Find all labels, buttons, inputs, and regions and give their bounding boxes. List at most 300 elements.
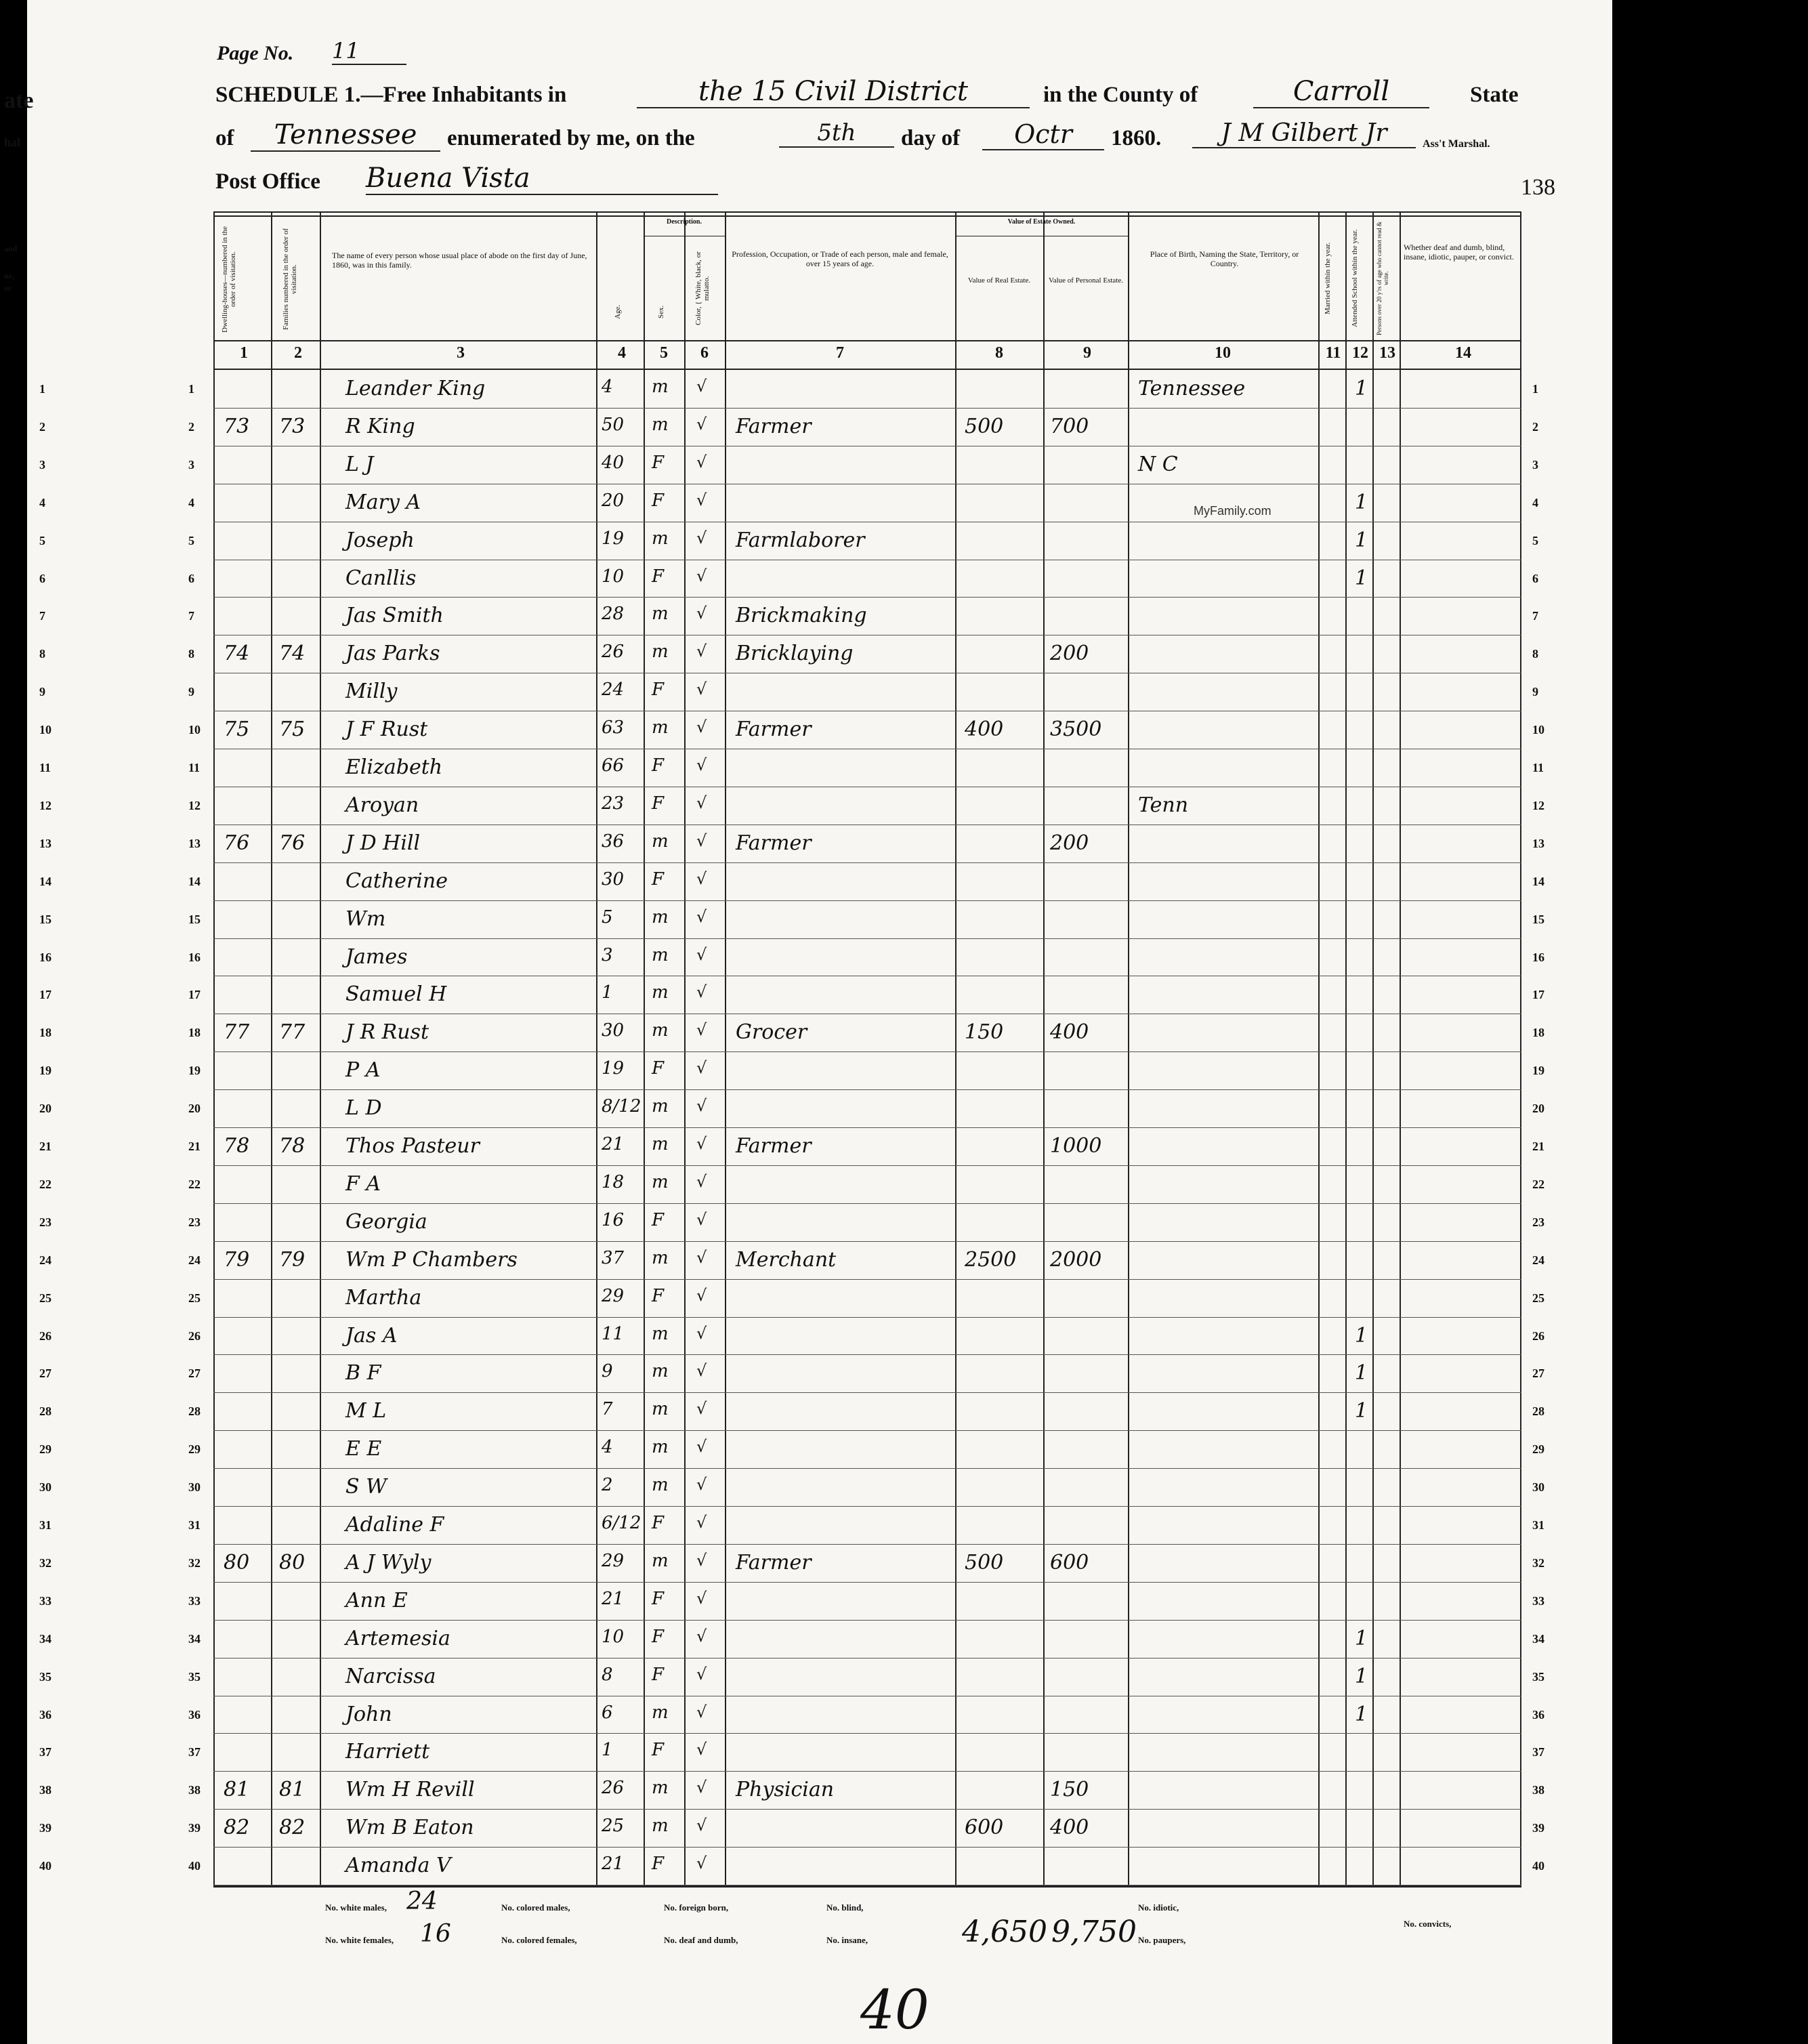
person-name: James [345, 945, 408, 969]
person-name: Wm P Chambers [345, 1248, 518, 1272]
color-check-mark: √ [696, 717, 707, 736]
person-name: Canllis [345, 566, 417, 590]
col-divider [684, 211, 686, 1885]
person-age: 40 [602, 453, 625, 473]
person-name: Ann E [345, 1589, 408, 1612]
header-dwelling: Dwelling-houses—numbered in the order of visitation. [221, 226, 238, 333]
row-number-inner: 36 [188, 1708, 201, 1722]
row-number-right: 38 [1532, 1783, 1544, 1797]
color-check-mark: √ [696, 831, 707, 850]
row-rule [213, 1127, 1521, 1128]
schedule-title: SCHEDULE 1.—Free Inhabitants in [215, 83, 567, 107]
footer-white-males-label: No. white males, [325, 1902, 387, 1913]
corner-number: 138 [1521, 175, 1555, 200]
color-check-mark: √ [696, 1778, 707, 1797]
row-number-inner: 23 [188, 1215, 201, 1229]
row-number-right: 16 [1532, 951, 1544, 964]
person-name: Joseph [345, 528, 415, 552]
color-check-mark: √ [696, 1740, 707, 1759]
color-check-mark: √ [696, 907, 707, 926]
color-check-mark: √ [696, 415, 707, 434]
row-number-right: 30 [1532, 1480, 1544, 1494]
dwelling-number: 78 [224, 1134, 250, 1158]
family-number: 75 [279, 717, 306, 741]
row-number-inner: 6 [188, 572, 194, 585]
row-number-right: 10 [1532, 723, 1544, 736]
personal-estate-value: 2000 [1050, 1248, 1102, 1272]
family-number: 78 [279, 1134, 306, 1158]
row-number-inner: 32 [188, 1556, 201, 1570]
row-number-right: 26 [1532, 1329, 1544, 1343]
row-number-inner: 33 [188, 1594, 201, 1608]
footer-insane: No. insane, [826, 1935, 868, 1945]
row-number-right: 36 [1532, 1708, 1544, 1722]
person-name: Adaline F [345, 1513, 444, 1537]
person-age: 50 [602, 415, 625, 435]
row-number-left: 8 [39, 647, 45, 661]
attended-school: 1 [1355, 1627, 1368, 1650]
row-number-inner: 31 [188, 1518, 201, 1532]
row-number-right: 1 [1532, 382, 1538, 396]
color-check-mark: √ [696, 528, 707, 547]
row-number-left: 36 [39, 1708, 51, 1722]
row-rule [213, 938, 1521, 939]
col-number: 2 [294, 344, 302, 362]
person-age: 18 [602, 1172, 625, 1192]
color-check-mark: √ [696, 1210, 707, 1229]
person-sex: F [652, 1740, 665, 1760]
col-divider [725, 211, 726, 1885]
footer-white-females-label: No. white females, [325, 1935, 394, 1945]
family-number: 79 [279, 1248, 306, 1272]
row-rule [213, 1620, 1521, 1621]
row-number-left: 24 [39, 1253, 51, 1267]
header-cannot-read: Persons over 20 y'rs of age who cannot read & write. [1376, 222, 1389, 335]
row-number-inner: 4 [188, 496, 194, 509]
bottom-page-number: 40 [860, 1978, 929, 2041]
row-number-left: 38 [39, 1783, 51, 1797]
row-rule [213, 1582, 1521, 1583]
row-number-inner: 39 [188, 1821, 201, 1835]
attended-school: 1 [1355, 377, 1368, 400]
person-name: Artemesia [345, 1627, 450, 1650]
footer-white-females-value: 16 [420, 1920, 451, 1948]
color-check-mark: √ [696, 604, 707, 623]
census-page [4, 0, 1612, 2044]
footer-colored-females: No. colored females, [501, 1935, 577, 1945]
row-rule [213, 1203, 1521, 1204]
person-age: 63 [602, 717, 625, 738]
row-number-inner: 13 [188, 837, 201, 850]
col-divider [1345, 211, 1347, 1885]
person-sex: m [652, 1172, 669, 1192]
watermark: MyFamily.com [1194, 504, 1271, 518]
family-number: 81 [279, 1778, 306, 1801]
post-office-value: Buena Vista [366, 163, 718, 195]
person-sex: m [652, 1475, 669, 1495]
person-name: Elizabeth [345, 755, 443, 779]
col-number: 5 [660, 344, 668, 362]
attended-school: 1 [1355, 528, 1368, 552]
row-number-inner: 19 [188, 1064, 201, 1077]
row-number-right: 3 [1532, 458, 1538, 472]
row-number-right: 27 [1532, 1367, 1544, 1380]
person-age: 7 [602, 1399, 613, 1419]
col-number: 11 [1325, 344, 1341, 362]
row-rule [213, 1771, 1521, 1772]
person-age: 4 [602, 1437, 613, 1457]
person-age: 26 [602, 1778, 625, 1798]
person-name: F A [345, 1172, 381, 1196]
row-number-left: 10 [39, 723, 51, 736]
year-label: 1860. [1111, 126, 1162, 150]
row-number-left: 30 [39, 1480, 51, 1494]
person-sex: F [652, 1210, 665, 1230]
row-number-left: 13 [39, 837, 51, 850]
person-sex: F [652, 755, 665, 776]
row-number-left: 3 [39, 458, 45, 472]
row-rule [213, 408, 1521, 409]
row-number-left: 16 [39, 951, 51, 964]
color-check-mark: √ [696, 869, 707, 888]
person-name: J F Rust [345, 717, 428, 741]
dwelling-number: 76 [224, 831, 250, 855]
color-check-mark: √ [696, 1020, 707, 1039]
row-number-inner: 1 [188, 382, 194, 396]
person-age: 11 [602, 1324, 625, 1344]
color-check-mark: √ [696, 1172, 707, 1191]
personal-estate-value: 200 [1050, 831, 1089, 855]
header-family: Families numbered in the order of visitation. [282, 228, 299, 330]
row-number-left: 17 [39, 988, 51, 1001]
person-sex: m [652, 1437, 669, 1457]
row-number-right: 15 [1532, 913, 1544, 926]
row-number-left: 29 [39, 1442, 51, 1456]
person-age: 2 [602, 1475, 613, 1495]
footer-idiotic: No. idiotic, [1138, 1902, 1179, 1913]
header-deaf-blind: Whether deaf and dumb, blind, insane, idiotic, pauper, or convict. [1404, 243, 1514, 262]
person-sex: F [652, 1058, 665, 1079]
row-number-right: 35 [1532, 1670, 1544, 1684]
row-number-inner: 18 [188, 1026, 201, 1039]
family-number: 73 [279, 415, 306, 438]
row-rule [213, 597, 1521, 598]
dwelling-number: 77 [224, 1020, 250, 1044]
person-sex: F [652, 680, 665, 700]
row-number-right: 34 [1532, 1632, 1544, 1646]
color-check-mark: √ [696, 377, 707, 396]
header-name: The name of every person whose usual place of abode on the first day of June, 1860, was in this family. [332, 251, 587, 270]
person-age: 21 [602, 1134, 625, 1154]
person-name: Wm [345, 907, 386, 931]
header-color: Color, { White, black, or mulatto. [694, 251, 711, 326]
page-no-value: 11 [332, 38, 406, 65]
family-number: 82 [279, 1816, 306, 1839]
row-number-right: 39 [1532, 1821, 1544, 1835]
birthplace: N C [1138, 453, 1178, 476]
person-age: 8/12 [602, 1096, 642, 1117]
footer-personal-total: 9,750 [1051, 1915, 1137, 1949]
person-occupation: Merchant [736, 1248, 837, 1272]
row-number-left: 6 [39, 572, 45, 585]
row-rule [213, 1051, 1521, 1052]
color-check-mark: √ [696, 1058, 707, 1077]
color-check-mark: √ [696, 1286, 707, 1305]
color-check-mark: √ [696, 1589, 707, 1608]
person-age: 30 [602, 869, 625, 890]
row-rule [213, 1658, 1521, 1659]
col-divider [1043, 211, 1045, 1885]
person-sex: m [652, 1816, 669, 1836]
header-birthplace: Place of Birth, Naming the State, Territory, or Country. [1150, 249, 1299, 269]
row-number-left: 14 [39, 875, 51, 888]
color-check-mark: √ [696, 1324, 707, 1343]
colnum-bottom-rule [213, 369, 1521, 370]
color-check-mark: √ [696, 680, 707, 698]
person-sex: F [652, 1854, 665, 1874]
person-occupation: Farmer [736, 1551, 812, 1574]
personal-estate-value: 3500 [1050, 717, 1102, 741]
row-rule [213, 1241, 1521, 1242]
person-occupation: Farmer [736, 717, 812, 741]
row-number-right: 23 [1532, 1215, 1544, 1229]
header-description: Description. [667, 218, 702, 226]
row-number-inner: 40 [188, 1859, 201, 1873]
row-number-right: 25 [1532, 1291, 1544, 1305]
row-number-right: 29 [1532, 1442, 1544, 1456]
personal-estate-value: 150 [1050, 1778, 1089, 1801]
row-number-right: 31 [1532, 1518, 1544, 1532]
row-rule [213, 1506, 1521, 1507]
person-age: 29 [602, 1286, 625, 1306]
row-number-inner: 26 [188, 1329, 201, 1343]
person-age: 16 [602, 1210, 625, 1230]
color-check-mark: √ [696, 1134, 707, 1153]
person-sex: m [652, 982, 669, 1003]
header-married: Married within the year. [1324, 242, 1332, 315]
person-sex: m [652, 1361, 669, 1381]
footer-white-males-value: 24 [406, 1887, 438, 1915]
person-age: 21 [602, 1589, 625, 1609]
footer-paupers: No. paupers, [1138, 1935, 1186, 1945]
row-number-right: 37 [1532, 1745, 1544, 1759]
row-number-right: 5 [1532, 534, 1538, 547]
personal-estate-value: 1000 [1050, 1134, 1102, 1158]
row-number-right: 17 [1532, 988, 1544, 1001]
row-number-left: 27 [39, 1367, 51, 1380]
dwelling-number: 80 [224, 1551, 250, 1574]
col-number: 7 [836, 344, 844, 362]
row-number-inner: 24 [188, 1253, 201, 1267]
row-number-left: 34 [39, 1632, 51, 1646]
col-divider [596, 211, 597, 1885]
person-sex: m [652, 528, 669, 549]
footer-convicts: No. convicts, [1404, 1919, 1452, 1929]
row-number-inner: 37 [188, 1745, 201, 1759]
person-sex: F [652, 793, 665, 814]
real-estate-value: 150 [965, 1020, 1004, 1044]
person-age: 29 [602, 1551, 625, 1571]
col-divider [271, 211, 272, 1885]
row-number-inner: 15 [188, 913, 201, 926]
col-number: 8 [995, 344, 1003, 362]
row-rule [213, 1468, 1521, 1469]
person-name: Jas A [345, 1324, 398, 1348]
col-number: 6 [700, 344, 709, 362]
dwelling-number: 73 [224, 415, 250, 438]
row-number-left: 33 [39, 1594, 51, 1608]
person-sex: m [652, 1551, 669, 1571]
row-number-right: 24 [1532, 1253, 1544, 1267]
real-estate-value: 400 [965, 717, 1004, 741]
person-age: 24 [602, 680, 625, 700]
row-number-left: 11 [39, 761, 51, 774]
person-name: Harriett [345, 1740, 430, 1764]
person-age: 20 [602, 491, 625, 511]
margin-fragment: ne, [4, 271, 14, 280]
row-number-inner: 20 [188, 1102, 201, 1115]
person-sex: m [652, 945, 669, 965]
row-rule [213, 1733, 1521, 1734]
row-rule [213, 862, 1521, 863]
row-rule [213, 1809, 1521, 1810]
person-age: 36 [602, 831, 625, 852]
row-number-right: 11 [1532, 761, 1544, 774]
col-number: 12 [1352, 344, 1368, 362]
row-rule [213, 1847, 1521, 1848]
col-number: 10 [1215, 344, 1231, 362]
col-number: 9 [1083, 344, 1091, 362]
row-number-left: 7 [39, 609, 45, 623]
color-check-mark: √ [696, 1854, 707, 1873]
person-age: 21 [602, 1854, 625, 1874]
col-divider [320, 211, 321, 1885]
person-age: 23 [602, 793, 625, 814]
person-occupation: Bricklaying [736, 642, 854, 665]
birthplace: Tennessee [1138, 377, 1246, 400]
col-divider [1372, 211, 1374, 1885]
county-label: in the County of [1043, 83, 1198, 107]
person-name: Leander King [345, 377, 486, 400]
row-number-inner: 14 [188, 875, 201, 888]
person-sex: F [652, 453, 665, 473]
col-divider [1128, 211, 1129, 1885]
header-school: Attended School within the year. [1351, 229, 1359, 328]
person-age: 25 [602, 1816, 625, 1836]
person-age: 19 [602, 1058, 625, 1079]
marshal-signature: J M Gilbert Jr [1192, 119, 1416, 148]
margin-fragment: and [4, 244, 18, 253]
col-number: 14 [1455, 344, 1471, 362]
col-divider [955, 211, 956, 1885]
row-number-right: 19 [1532, 1064, 1544, 1077]
family-number: 74 [279, 642, 306, 665]
color-check-mark: √ [696, 755, 707, 774]
row-number-inner: 11 [188, 761, 201, 774]
row-number-left: 32 [39, 1556, 51, 1570]
dwelling-number: 79 [224, 1248, 250, 1272]
row-number-right: 9 [1532, 685, 1538, 698]
dwelling-number: 82 [224, 1816, 250, 1839]
person-age: 10 [602, 1627, 625, 1647]
person-sex: F [652, 869, 665, 890]
attended-school: 1 [1355, 1665, 1368, 1688]
color-check-mark: √ [696, 1551, 707, 1570]
row-number-left: 19 [39, 1064, 51, 1077]
person-occupation: Farmer [736, 415, 812, 438]
row-number-inner: 22 [188, 1177, 201, 1191]
col-number: 13 [1379, 344, 1395, 362]
row-number-inner: 8 [188, 647, 194, 661]
row-number-right: 28 [1532, 1404, 1544, 1418]
attended-school: 1 [1355, 491, 1368, 514]
color-check-mark: √ [696, 1816, 707, 1835]
row-number-left: 25 [39, 1291, 51, 1305]
row-number-left: 39 [39, 1821, 51, 1835]
footer-colored-males: No. colored males, [501, 1902, 570, 1913]
color-check-mark: √ [696, 1361, 707, 1380]
person-sex: m [652, 1778, 669, 1798]
day-of-label: day of [901, 126, 961, 150]
attended-school: 1 [1355, 566, 1368, 590]
row-rule [213, 1317, 1521, 1318]
person-sex: m [652, 1134, 669, 1154]
person-name: Jas Parks [345, 642, 440, 665]
color-check-mark: √ [696, 793, 707, 812]
personal-estate-value: 400 [1050, 1816, 1089, 1839]
color-check-mark: √ [696, 945, 707, 964]
row-number-inner: 7 [188, 609, 194, 623]
row-number-left: 9 [39, 685, 45, 698]
row-number-left: 40 [39, 1859, 51, 1873]
person-name: Aroyan [345, 793, 419, 817]
person-occupation: Farmlaborer [736, 528, 865, 552]
person-name: J D Hill [345, 831, 421, 855]
color-check-mark: √ [696, 1248, 707, 1267]
color-check-mark: √ [696, 1513, 707, 1532]
person-age: 28 [602, 604, 625, 624]
attended-school: 1 [1355, 1399, 1368, 1423]
row-number-left: 31 [39, 1518, 51, 1532]
person-age: 19 [602, 528, 625, 549]
person-age: 1 [602, 982, 613, 1003]
row-number-right: 13 [1532, 837, 1544, 850]
person-sex: F [652, 1589, 665, 1609]
row-number-inner: 2 [188, 420, 194, 434]
row-number-left: 4 [39, 496, 45, 509]
row-number-left: 35 [39, 1670, 51, 1684]
person-age: 5 [602, 907, 613, 927]
row-rule [213, 1089, 1521, 1090]
district-value: the 15 Civil District [637, 76, 1030, 108]
col-number: 1 [240, 344, 248, 362]
person-age: 37 [602, 1248, 625, 1268]
person-name: Catherine [345, 869, 448, 893]
person-occupation: Brickmaking [736, 604, 867, 627]
row-number-right: 8 [1532, 647, 1538, 661]
row-number-left: 28 [39, 1404, 51, 1418]
page-no-label: Page No. [217, 42, 294, 64]
row-number-left: 5 [39, 534, 45, 547]
person-name: M L [345, 1399, 387, 1423]
color-check-mark: √ [696, 982, 707, 1001]
attended-school: 1 [1355, 1703, 1368, 1726]
row-number-right: 4 [1532, 496, 1538, 509]
person-name: S W [345, 1475, 387, 1499]
person-name: L J [345, 453, 374, 476]
birthplace: Tenn [1138, 793, 1189, 817]
header-age: Age. [614, 304, 622, 319]
